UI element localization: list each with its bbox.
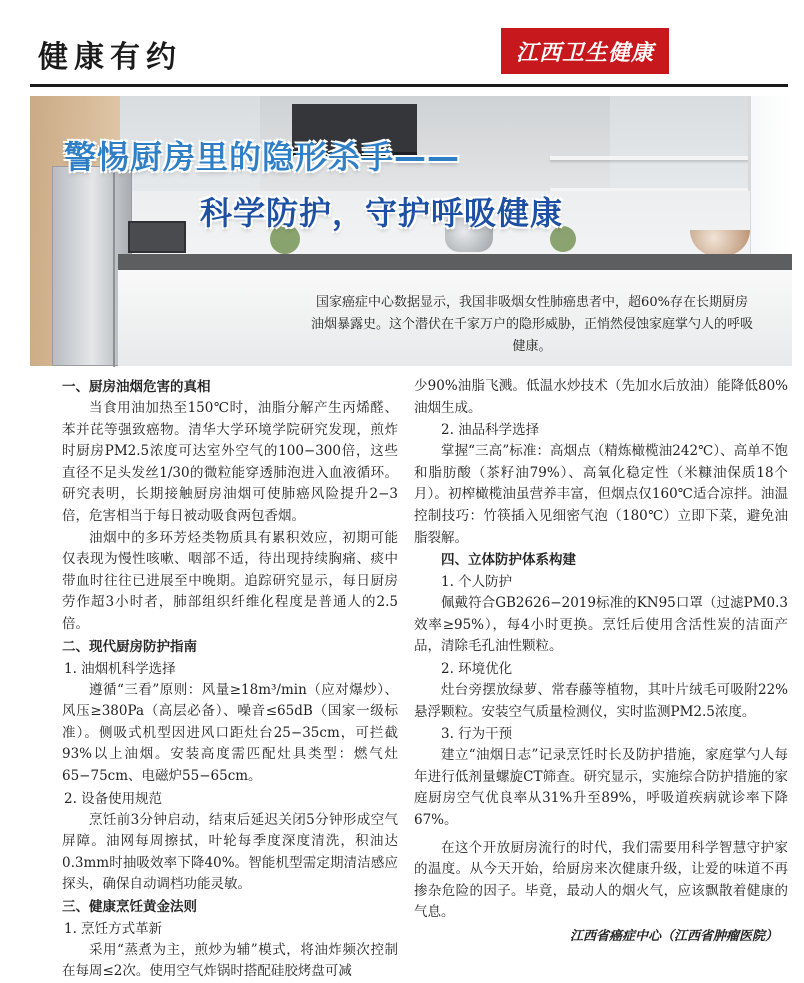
subheading: 1. 烹饪方式革新	[64, 920, 163, 937]
paragraph: 少90%油脂飞溅。低温水炒技术（先加水后放油）能降低80%油烟生成。	[414, 378, 788, 416]
subheading: 2. 油品科学选择	[441, 422, 540, 439]
subheading: 1. 个人防护	[441, 574, 513, 591]
paragraph: 灶台旁摆放绿萝、常春藤等植物，其叶片绒毛可吸附22%悬浮颗粒。安装空气质量检测仪，实时监测PM2.5浓度。	[414, 681, 788, 720]
paragraph: 佩戴符合GB2626−2019标准的KN95口罩（过滤PM0.3效率≥95%），每4小时更换。烹饪后使用含活性炭的洁面产品，清除毛孔油性颗粒。	[414, 595, 788, 655]
microwave	[128, 221, 186, 253]
fridge-door-line	[113, 167, 115, 367]
paragraph: 建立“油烟日志”记录烹饪时长及防护措施，家庭掌勺人每年进行低剂量螺旋CT筛查。研究显示，实施综合防护措施的家庭厨房空气优良率从31%升至89%，呼吸道疾病就诊率下降67%。	[414, 747, 788, 828]
subheading: 2. 设备使用规范	[64, 790, 163, 807]
intro-paragraph: 国家癌症中心数据显示，我国非吸烟女性肺癌患者中，超60%存在长期厨房油烟暴露史。这个潜伏在千家万户的隐形威胁，正悄然侵蚀家庭掌勺人的呼吸健康。	[310, 295, 753, 354]
kitchen-shelf	[550, 156, 750, 160]
paragraph: 当食用油加热至150℃时，油脂分解产生丙烯醛、苯并芘等强致癌物。清华大学环境学院研究发现，煎炸时厨房PM2.5浓度可达室外空气的100−300倍，这些直径不足头发丝1/30的微粒能穿透肺泡进入血液循环。研究表明，长期接触厨房油烟可使肺癌风险提升2−3倍，危害相当于每日被动吸食两包香烟。	[62, 400, 398, 524]
subheading: 1. 油烟机科学选择	[64, 660, 176, 677]
countertop	[118, 254, 792, 270]
brand-logo	[501, 28, 669, 74]
paragraph: 油烟中的多环芳烃类物质具有累积效应，初期可能仅表现为慢性咳嗽、咽部不适，待出现持续胸痛、痰中带血时往往已进展至中晚期。追踪研究显示，每日厨房劳作超3小时者，肺部组织纤维化程度是普通人的2.5倍。	[62, 529, 398, 632]
left-column	[62, 376, 398, 983]
section-heading: 一、厨房油烟危害的真相	[62, 379, 211, 395]
headline-line-1: 警惕厨房里的隐形杀手——	[64, 138, 461, 176]
right-column	[414, 376, 788, 948]
section-title: 健康有约	[38, 40, 182, 75]
subheading: 3. 行为干预	[441, 726, 513, 743]
section-heading: 三、健康烹饪黄金法则	[62, 898, 197, 915]
headline-line-2: 科学防护，守护呼吸健康	[200, 194, 564, 232]
paragraph: 遵循“三看”原则：风量≥18m³/min（应对爆炒）、风压≥380Pa（高层必备）、噪音≤65dB（国家一级标准）。侧吸式机型因进风口距灶台25−35cm，可拦截93%以上油烟。安装高度需匹配灶具类型：燃气灶65−75cm、电磁炉55−65cm。	[62, 681, 398, 784]
brand-logo-text: 江西卫生健康	[515, 39, 654, 66]
section-heading: 二、现代厨房防护指南	[62, 638, 197, 655]
section-heading: 四、立体防护体系构建	[441, 552, 576, 569]
paragraph: 采用“蒸煮为主，煎炒为辅”模式，将油炸频次控制在每周≤2次。使用空气炸锅时搭配硅胶烤盘可减	[62, 941, 398, 980]
paragraph: 掌握“三高”标准：高烟点（精炼橄榄油242℃）、高单不饱和脂肪酸（茶籽油79%）、高氧化稳定性（米糠油保质18个月）。初榨橄榄油虽营养丰富，但烟点仅160℃适合凉拌。油温控制技巧：竹筷插入见细密气泡（180℃）立即下菜，避免油脂裂解。	[414, 443, 788, 546]
header-divider	[30, 84, 788, 87]
paragraph: 烹饪前3分钟启动，结束后延迟关闭5分钟形成空气屏障。油网每周擦拭，叶轮每季度深度清洗，积油达0.3mm时抽吸效率下降40%。智能机型需定期清洁感应探头，确保自动调档功能灵敏。	[62, 811, 398, 893]
author-signature: 江西省癌症中心（江西省肿瘤医院）	[569, 928, 778, 944]
subheading: 2. 环境优化	[441, 660, 513, 677]
closing-paragraph: 在这个开放厨房流行的时代，我们需要用科学智慧守护家的温度。从今天开始，给厨房来次健康升级，让爱的味道不再掺杂危险的因子。毕竟，最动人的烟火气，应该飘散着健康的气息。	[414, 839, 788, 921]
page-header	[0, 0, 804, 96]
